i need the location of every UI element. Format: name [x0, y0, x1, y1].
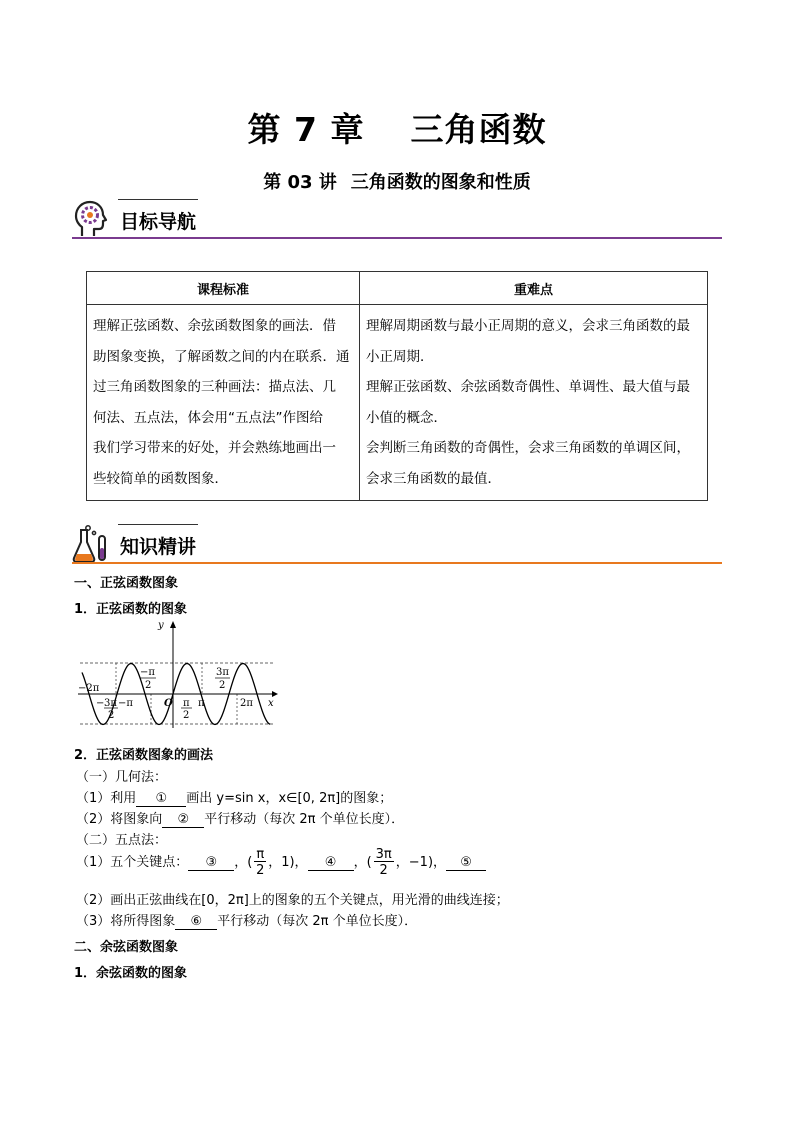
lecture-title	[0, 168, 794, 194]
five-point-step-2: （2）画出正弦曲线在[0，2π]上的图象的五个关键点，用光滑的曲线连接；	[76, 893, 509, 908]
tick-label-neg-3pi-num: 3π	[104, 698, 117, 709]
tick-label-half-pi-den: 2	[183, 710, 190, 721]
fraction-denominator: 2	[256, 863, 265, 878]
tick-label-3-half-pi-den: 2	[219, 680, 226, 691]
tick-label-2pi: 2π	[240, 698, 253, 709]
geometric-step-2	[76, 808, 404, 828]
point-y-value: −1	[408, 855, 428, 870]
tick-label-3-half-pi-num: 3π	[216, 667, 229, 678]
text-line: 小正周期．	[366, 348, 434, 365]
tick-label-pi: π	[198, 698, 205, 709]
text-fragment: 画出 y=sin x，x∈[0, 2π]的图象；	[186, 791, 393, 806]
text-line: 小值的概念．	[366, 409, 447, 426]
text-line: 理解正弦函数、余弦函数奇偶性、单调性、最大值与最	[366, 379, 690, 395]
section-header-knowledge	[72, 524, 722, 564]
fraction-numerator: π	[256, 847, 265, 862]
geometric-step-1	[76, 787, 392, 807]
five-point-step-1: （1）五个关键点： ③ ，( $\frac{\pi}{2}$ ，1)， ④ ，( $\frac{3\pi}{2}$ ，−1)， ⑤	[76, 848, 486, 877]
subheading-cosine-graph: 1．余弦函数的图象	[74, 966, 188, 981]
subheading-drawing-method: 2．正弦函数图象的画法	[74, 748, 214, 763]
five-point-method-title: （二）五点法：	[76, 833, 168, 848]
tick-label-neg-sign: −	[96, 698, 105, 709]
text-fragment: （1）五个关键点：	[76, 855, 189, 870]
y-axis-label: y	[158, 620, 164, 631]
tick-label-neg-half-pi-num: −π	[140, 667, 155, 678]
fill-blank-6[interactable]: ⑥	[175, 914, 217, 930]
sine-graph	[76, 618, 286, 728]
text-line: 我们学习带来的好处，并会熟练地画出一	[93, 440, 336, 456]
text-fragment: 平行移动（每次 2π 个单位长度）．	[217, 914, 418, 929]
fill-blank-1[interactable]: ①	[136, 791, 186, 807]
text-line: 助图象变换，了解函数之间的内在联系．通	[93, 348, 350, 365]
fill-blank-2[interactable]: ②	[162, 812, 204, 828]
text-fragment: （3）将所得图象	[76, 914, 176, 929]
table-header-standards: 课程标准	[87, 272, 360, 305]
tick-label-neg-2pi: −2π	[78, 683, 100, 694]
text-line: 些较简单的函数图象．	[93, 470, 228, 487]
table-header-key-points: 重难点	[360, 272, 708, 305]
flask-icon	[72, 524, 112, 564]
chapter-name: 三角函数	[410, 110, 547, 149]
chapter-title	[0, 104, 794, 151]
text-line: 何法、五点法，体会用“五点法”作图给	[93, 409, 323, 426]
text-line: 会判断三角函数的奇偶性，会求三角函数的单调区间，	[366, 440, 690, 456]
point-y-value: 1	[281, 855, 290, 870]
part1-heading: 一、正弦函数图象	[74, 576, 179, 591]
fill-blank-4[interactable]: ④	[308, 855, 354, 871]
section-title-nav: 目标导航	[120, 211, 197, 233]
section-header-nav	[72, 199, 722, 239]
chapter-number: 第 7 章	[247, 110, 365, 149]
table-cell-standards	[87, 305, 360, 501]
lecture-number: 第 03 讲	[263, 172, 337, 193]
text-line: 过三角函数图象的三种画法：描点法、几	[93, 379, 336, 395]
fill-blank-5[interactable]: ⑤	[446, 855, 486, 871]
fraction-denominator: 2	[379, 863, 388, 878]
section-title-knowledge: 知识精讲	[120, 536, 197, 558]
text-line: 会求三角函数的最值．	[366, 470, 501, 487]
table-cell-key-points	[360, 305, 708, 501]
standards-table	[86, 271, 708, 501]
tick-label-neg-3pi-den: 2	[108, 710, 115, 721]
fraction-numerator: 3π	[375, 847, 392, 862]
text-line: 理解正弦函数、余弦函数图象的画法．借	[93, 318, 336, 334]
part2-heading: 二、余弦函数图象	[74, 940, 179, 955]
fill-blank-3[interactable]: ③	[188, 855, 234, 871]
text-fragment: （2）将图象向	[76, 812, 163, 827]
text-fragment: 平行移动（每次 2π 个单位长度）．	[204, 812, 405, 827]
geometric-method-title: （一）几何法：	[76, 770, 168, 785]
text-line: 理解周期函数与最小正周期的意义，会求三角函数的最	[366, 318, 690, 334]
x-axis-label: x	[268, 698, 274, 709]
head-gears-icon	[72, 199, 112, 239]
tick-label-neg-half-pi-den: 2	[145, 680, 152, 691]
subheading-sine-graph: 1．正弦函数的图象	[74, 602, 188, 617]
origin-label: O	[164, 698, 173, 709]
tick-label-half-pi-num: π	[183, 698, 190, 709]
fraction-half-pi	[254, 848, 266, 877]
lecture-name: 三角函数的图象和性质	[350, 172, 531, 193]
tick-label-neg-pi: −π	[118, 698, 133, 709]
text-fragment: （1）利用	[76, 791, 137, 806]
five-point-step-3	[76, 910, 417, 930]
fraction-3-half-pi	[374, 848, 394, 877]
